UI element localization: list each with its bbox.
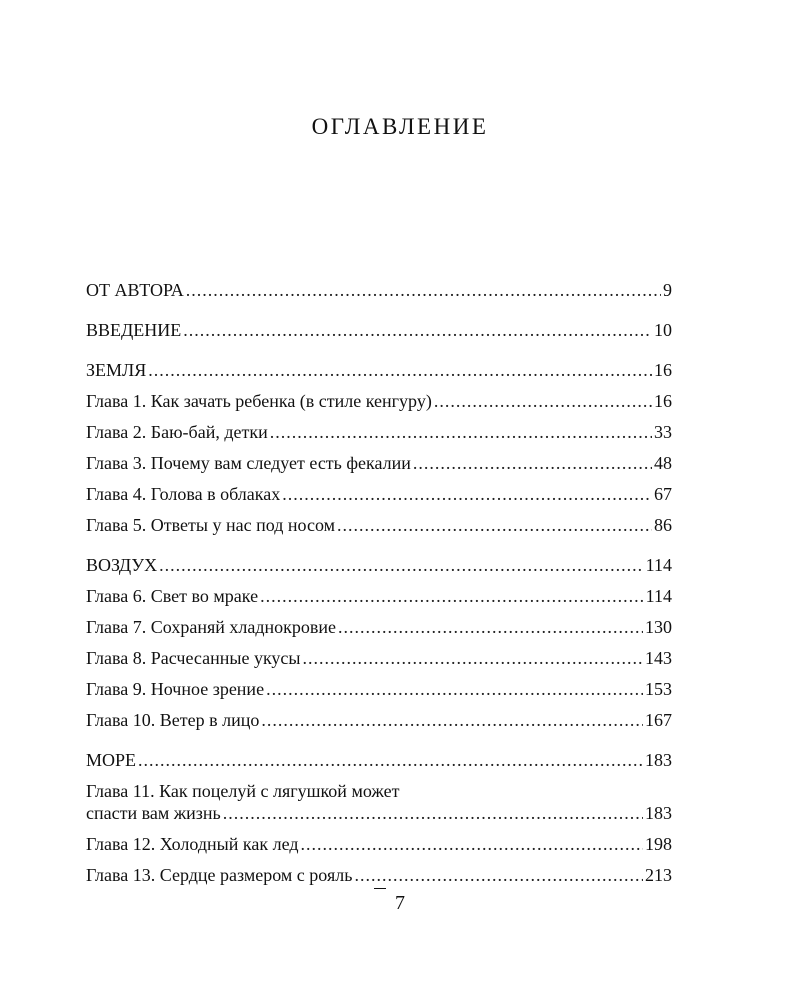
toc-entry-part-sea [86,740,672,771]
toc-entry-chapter-8 [86,638,672,669]
toc-entry-page: 153 [645,679,672,699]
toc-entry-page: 198 [645,834,672,854]
toc-entry-page: 183 [645,803,672,823]
toc-entry-page: 183 [645,750,672,770]
toc-entry-title: Глава 4. Голова в облаках [86,484,281,504]
toc-entry-page: 167 [645,710,672,730]
toc-entry-title: Глава 2. Баю-бай, детки [86,422,268,442]
toc-entry-page: 16 [654,391,672,411]
toc-entry-title: Глава 6. Свет во мраке [86,586,259,606]
page-title: ОГЛАВЛЕНИЕ [311,114,489,139]
toc-entry-page: 67 [654,484,672,504]
toc-entry-title: Глава 7. Сохраняй хладнокровие [86,617,336,637]
toc-entry-author-note [86,270,672,301]
toc-entry-introduction [86,310,672,341]
dot-leader [337,514,652,536]
toc-entry-chapter-10 [86,700,672,731]
toc-entry-page: 213 [645,865,672,885]
toc-entry-title-line2: спасти вам жизнь [86,803,221,823]
dot-leader [223,802,643,824]
toc-entry-page: 143 [645,648,672,668]
dot-leader [183,319,652,341]
dot-leader [270,421,652,443]
toc-entry-title: Глава 5. Ответы у нас под носом [86,515,335,535]
toc-entry-title: ОТ АВТОРА [86,280,184,300]
toc-entry-page: 130 [645,617,672,637]
dot-leader [159,554,643,576]
toc-entry-title: ВВЕДЕНИЕ [86,320,182,340]
toc-entry-chapter-5 [86,505,672,536]
toc-entry-chapter-7 [86,607,672,638]
toc-entry-title-line1: Глава 11. Как поцелуй с лягушкой может [86,781,400,801]
toc-entry-title: Глава 13. Сердце размером с рояль [86,865,353,885]
toc-entry-chapter-6 [86,576,672,607]
toc-entry-page: 114 [645,586,672,606]
dot-leader [266,678,643,700]
toc-entry-part-earth [86,350,672,381]
dot-leader [186,279,661,301]
toc-entry-chapter-11 [86,771,672,824]
toc-entry-title: МОРЕ [86,750,137,770]
toc-entry-title: Глава 10. Ветер в лицо [86,710,260,730]
toc-entry-chapter-9 [86,669,672,700]
toc-entry-title: Глава 9. Ночное зрение [86,679,265,699]
dot-leader [303,647,643,669]
toc-entry-chapter-2 [86,412,672,443]
dot-leader [261,709,643,731]
toc-entry-chapter-13 [86,855,672,886]
dot-leader [282,483,652,505]
toc-entry-title: ЗЕМЛЯ [86,360,147,380]
dot-leader [434,390,652,412]
toc-entry-page: 86 [654,515,672,535]
dot-leader [138,749,643,771]
toc-entry-page: 33 [654,422,672,442]
toc-entry-chapter-12 [86,824,672,855]
toc-entry-page: 114 [645,555,672,575]
dot-leader [354,864,643,886]
toc-entry-page: 48 [654,453,672,473]
toc-entry-part-air [86,545,672,576]
page-number-rule [374,888,386,889]
toc-entry-line2 [86,802,672,824]
toc-entry-chapter-1 [86,381,672,412]
dot-leader [300,833,643,855]
toc-entry-title: Глава 3. Почему вам следует есть фекалии [86,453,411,473]
dot-leader [338,616,643,638]
toc-entry-title: Глава 1. Как зачать ребенка (в стиле кенгуру) [86,391,432,411]
page-number: 7 [395,892,405,914]
dot-leader [148,359,652,381]
toc-entry-title: ВОЗДУХ [86,555,158,575]
toc-entry-page: 9 [663,280,672,300]
toc-entry-page: 16 [654,360,672,380]
table-of-contents [86,270,672,886]
dot-leader [260,585,644,607]
dot-leader [413,452,652,474]
toc-entry-title: Глава 8. Расчесанные укусы [86,648,301,668]
toc-entry-title: Глава 12. Холодный как лед [86,834,299,854]
toc-entry-chapter-3 [86,443,672,474]
toc-entry-page: 10 [654,320,672,340]
toc-entry-chapter-4 [86,474,672,505]
